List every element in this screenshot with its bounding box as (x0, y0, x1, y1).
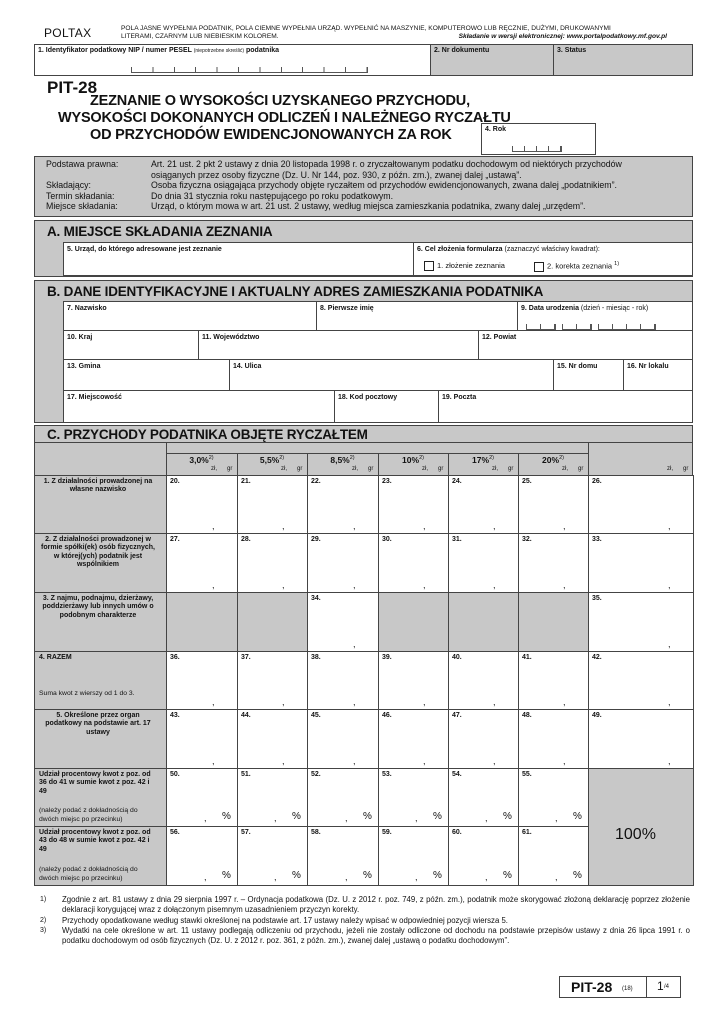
legal-label-3: Termin składania: (46, 190, 115, 201)
form-code: PIT-28 (47, 78, 98, 97)
amount-cell[interactable] (237, 826, 308, 886)
decimal-comma: , (563, 521, 566, 531)
option-korekta[interactable] (534, 261, 619, 272)
postcode-field[interactable] (334, 390, 439, 423)
amount-cell[interactable] (378, 651, 449, 710)
decimal-comma: , (282, 756, 285, 766)
cell-number: 61. (522, 829, 532, 836)
title-line2: WYSOKOŚCI DOKONANYCH ODLICZEŃ I NALEŻNEGO RYCZAŁTU (58, 110, 511, 126)
amount-cell[interactable] (237, 709, 308, 769)
surname-label: 7. Nazwisko (67, 305, 107, 312)
percent-sign: % (222, 870, 231, 881)
nip-comb (131, 67, 368, 73)
cell-number: 44. (241, 712, 251, 719)
empty-cell (166, 592, 238, 652)
rate-footnote-ref: 2) (349, 455, 355, 462)
apartment-no-field[interactable] (623, 359, 693, 391)
checkbox-korekta[interactable] (534, 262, 544, 272)
cell-number: 56. (170, 829, 180, 836)
cell-number: 37. (241, 654, 251, 661)
footer-form-code: PIT-28 (571, 979, 613, 995)
decimal-comma: , (423, 580, 426, 590)
empty-cell (378, 592, 449, 652)
header-col-line (588, 442, 589, 475)
amount-cell[interactable] (307, 475, 379, 534)
instruction-line2: LITERAMI, CZARNYM LUB NIEBIESKIM KOLOREM. (121, 33, 279, 40)
birthdate-field[interactable] (517, 301, 693, 331)
gr-unit: gr (438, 466, 444, 472)
surname-field[interactable] (63, 301, 317, 331)
city-field[interactable] (63, 390, 335, 423)
footnote (40, 926, 690, 946)
row-sublabel: (należy podać z dokładnością do dwóch miejsc po przecinku) (39, 866, 138, 882)
cell-number: 30. (382, 536, 392, 543)
nip-label-note: (niepotrzebne skreślić) (193, 48, 245, 54)
zl-unit: zł, (667, 466, 673, 472)
amount-cell[interactable] (518, 826, 589, 886)
city-label: 17. Miejscowość (67, 394, 122, 401)
zl-unit: zł, (562, 466, 568, 472)
county-label: 12. Powiat (482, 334, 517, 341)
rate-label (518, 455, 588, 465)
firstname-field[interactable] (316, 301, 518, 331)
amount-cell[interactable] (518, 651, 589, 710)
house-no-field[interactable] (553, 359, 624, 391)
poltax-logo: POLTAX (44, 26, 92, 40)
legal-texts (151, 159, 622, 212)
rate-value: 3,0% (189, 455, 209, 465)
cell-number: 52. (311, 771, 321, 778)
status-field (553, 44, 693, 76)
cell-number: 57. (241, 829, 251, 836)
option-korekta-sup: 1) (614, 261, 620, 267)
section-a-title: A. MIEJSCE SKŁADANIA ZEZNANIA (47, 224, 273, 239)
rate-label (166, 455, 237, 465)
row-label-cell (34, 533, 167, 593)
row-label: 3. Z najmu, podnajmu, dzierżawy, poddzierżawy lub innych umów o podobnym charakterze (42, 595, 154, 619)
cell-number: 58. (311, 829, 321, 836)
street-field[interactable] (229, 359, 554, 391)
legal-labels (46, 159, 118, 212)
decimal-comma: , (353, 580, 356, 590)
decimal-comma: , (423, 697, 426, 707)
option-zlozenie[interactable] (424, 261, 505, 271)
decimal-comma: , (423, 756, 426, 766)
year-comb (512, 146, 562, 152)
legal-text-4: Urząd, o którym mowa w art. 21 ust. 2 ustawy, według miejsca zamieszkania podatnika, zwany dalej „urzędem”. (151, 201, 586, 212)
decimal-comma: , (485, 872, 488, 882)
rate-label (378, 455, 448, 465)
purpose-label: 6. Cel złożenia formularza (417, 246, 503, 253)
amount-cell[interactable] (307, 709, 379, 769)
percent-sign: % (222, 811, 231, 822)
voivodeship-label: 11. Województwo (202, 334, 260, 341)
header-divider (166, 453, 588, 454)
amount-cell[interactable] (166, 533, 238, 593)
office-field[interactable] (63, 242, 414, 276)
post-office-label: 19. Poczta (442, 394, 477, 401)
amount-cell[interactable] (237, 651, 308, 710)
row-label-cell (34, 709, 167, 769)
cell-number: 25. (522, 478, 532, 485)
amount-cell[interactable] (378, 475, 449, 534)
footnote-number: 2) (40, 916, 47, 924)
option-zlozenie-label: 1. złożenie zeznania (437, 261, 505, 270)
cell-number: 26. (592, 478, 602, 485)
decimal-comma: , (212, 580, 215, 590)
amount-cell[interactable] (307, 533, 379, 593)
legal-text-3: Do dnia 31 stycznia roku następującego po roku podatkowym. (151, 190, 394, 201)
county-field[interactable] (478, 330, 693, 360)
decimal-comma: , (353, 521, 356, 531)
rate-footnote-ref: 2) (559, 455, 564, 462)
empty-cell (448, 592, 519, 652)
footnote (40, 895, 690, 915)
zl-unit: zł, (422, 466, 428, 472)
country-field[interactable] (63, 330, 199, 360)
rate-value: 10% (402, 455, 420, 465)
cell-number: 49. (592, 712, 602, 719)
footnote-text: Przychody opodatkowane według stawki określonej na podstawie art. 17 ustawy należy wpisać w odpowiedniej pozycji wiersza 5. (62, 915, 508, 925)
amount-cell[interactable] (307, 826, 379, 886)
cell-number: 39. (382, 654, 392, 661)
amount-cell[interactable] (518, 709, 589, 769)
cell-number: 36. (170, 654, 180, 661)
gr-unit: gr (297, 466, 303, 472)
percent-sign: % (433, 870, 442, 881)
cell-number: 59. (382, 829, 392, 836)
row-label: Udział procentowy kwot z poz. od 36 do 41 w sumie kwot z poz. 42 i 49 (39, 771, 151, 795)
decimal-comma: , (345, 872, 348, 882)
cell-number: 46. (382, 712, 392, 719)
percent-sign: % (433, 811, 442, 822)
decimal-comma: , (274, 813, 277, 823)
decimal-comma: , (563, 756, 566, 766)
amount-cell[interactable] (588, 592, 694, 652)
title-line3: OD PRZYCHODÓW EWIDENCJONOWANYCH ZA ROK (90, 127, 452, 143)
rate-footnote-ref: 2) (279, 455, 285, 462)
empty-cell (518, 592, 589, 652)
decimal-comma: , (423, 521, 426, 531)
percent-sign: % (503, 870, 512, 881)
amount-cell[interactable] (307, 768, 379, 827)
percent-sign: % (292, 870, 301, 881)
gr-unit: gr (578, 466, 584, 472)
amount-cell[interactable] (588, 475, 694, 534)
zl-unit: zł, (281, 466, 287, 472)
footnote-text: Zgodnie z art. 81 ustawy z dnia 29 sierpnia 1997 r. – Ordynacja podatkowa (Dz. U. z 2012 r. poz. 749, z późn. zm.), podatnik może skorygować złożoną deklarację poprzez złożenie deklaracji korygującej wraz z dołączonym pisemnym uzasadnieniem przyczyn korekty. (62, 895, 690, 914)
decimal-comma: , (282, 521, 285, 531)
nip-label-suffix: podatnika (246, 47, 280, 54)
rate-value: 8,5% (330, 455, 350, 465)
decimal-comma: , (212, 697, 215, 707)
footer-page-box (646, 976, 681, 998)
percent-sign: % (573, 811, 582, 822)
decimal-comma: , (204, 872, 207, 882)
row-label: 1. Z działalności prowadzonej na własne nazwisko (43, 478, 153, 494)
cell-number: 20. (170, 478, 180, 485)
rate-footnote-ref: 2) (489, 455, 494, 462)
row-label-cell (34, 592, 167, 652)
section-c-title: C. PRZYCHODY PODATNIKA OBJĘTE RYCZAŁTEM (47, 427, 368, 442)
voivodeship-field[interactable] (198, 330, 479, 360)
rate-value: 20% (542, 455, 560, 465)
decimal-comma: , (563, 697, 566, 707)
amount-cell[interactable] (166, 768, 238, 827)
gr-unit: gr (368, 466, 374, 472)
cell-number: 42. (592, 654, 602, 661)
row-sublabel: Suma kwot z wierszy od 1 do 3. (39, 690, 135, 697)
electronic-note: Składanie w wersji elektronicznej: www.portalpodatkowy.mf.gov.pl (458, 33, 667, 40)
footnote (40, 916, 690, 926)
decimal-comma: , (282, 697, 285, 707)
amount-cell[interactable] (378, 709, 449, 769)
cell-number: 31. (452, 536, 462, 543)
cell-number: 41. (522, 654, 532, 661)
row-sublabel: (należy podać z dokładnością do dwóch miejsc po przecinku) (39, 807, 138, 823)
doc-number-label: 2. Nr dokumentu (434, 47, 490, 54)
footer-form-code-box (559, 976, 647, 998)
cell-number: 35. (592, 595, 602, 602)
cell-number: 28. (241, 536, 251, 543)
footnote-number: 3) (40, 927, 47, 935)
rate-value: 5,5% (259, 455, 280, 465)
cell-number: 54. (452, 771, 462, 778)
cell-number: 23. (382, 478, 392, 485)
form-title (50, 93, 540, 144)
decimal-comma: , (493, 697, 496, 707)
amount-cell[interactable] (166, 709, 238, 769)
decimal-comma: , (555, 872, 558, 882)
amount-cell[interactable] (448, 533, 519, 593)
cell-number: 38. (311, 654, 321, 661)
decimal-comma: , (668, 756, 671, 766)
decimal-comma: , (485, 813, 488, 823)
amount-cell[interactable] (307, 592, 379, 652)
post-office-field[interactable] (438, 390, 693, 423)
row-label: 2. Z działalności prowadzonej w formie spółki(ek) osób fizycznych, w której(ych) podatnik jest wspólnikiem (41, 536, 155, 569)
gr-unit: gr (508, 466, 514, 472)
cell-number: 60. (452, 829, 462, 836)
decimal-comma: , (353, 697, 356, 707)
decimal-comma: , (555, 813, 558, 823)
decimal-comma: , (353, 639, 356, 649)
cell-number: 21. (241, 478, 251, 485)
legal-label-1 (46, 170, 118, 181)
legal-label-2: Składający: (46, 180, 91, 191)
option-korekta-label: 2. korekta zeznania (547, 261, 613, 271)
decimal-comma: , (563, 580, 566, 590)
cell-number: 40. (452, 654, 462, 661)
municipality-label: 13. Gmina (67, 363, 101, 370)
amount-cell[interactable] (237, 768, 308, 827)
office-label: 5. Urząd, do którego adresowane jest zeznanie (67, 246, 222, 253)
year-field[interactable] (481, 123, 596, 155)
percent-sign: % (363, 870, 372, 881)
house-no-label: 15. Nr domu (557, 363, 598, 370)
checkbox-zlozenie[interactable] (424, 261, 434, 271)
row-label-cell (34, 826, 167, 886)
percent-sign: % (363, 811, 372, 822)
cell-number: 43. (170, 712, 180, 719)
amount-cell[interactable] (448, 826, 519, 886)
title-line1: ZEZNANIE O WYSOKOŚCI UZYSKANEGO PRZYCHODU, (90, 93, 470, 109)
nip-field[interactable] (34, 44, 431, 76)
nip-label: 1. Identyfikator podatkowy NIP / numer PESEL (38, 47, 192, 54)
amount-cell[interactable] (166, 475, 238, 534)
zl-unit: zł, (352, 466, 358, 472)
year-label: 4. Rok (485, 126, 507, 133)
country-label: 10. Kraj (67, 334, 93, 341)
footer-page: 1 (657, 979, 664, 993)
status-label: 3. Status (557, 47, 587, 54)
row-label: Udział procentowy kwot z poz. od 43 do 48 w sumie kwot z poz. 42 i 49 (39, 829, 151, 853)
percent-sign: % (573, 870, 582, 881)
decimal-comma: , (282, 580, 285, 590)
birthdate-label: 9. Data urodzenia (521, 305, 579, 312)
footnote-text: Wydatki na cele określone w art. 11 ustawy podlegają odliczeniu od przychodu, jeżeli nie zostały odliczone od dochodu na podstawie przepisów ustawy z dnia 26 lipca 1991 r. o podatku dochodowym od osób fizycznych (Dz. U. z 2012 r. poz. 361, z późn. zm.), zwanej dalej „ustawą o podatku dochodowym”. (62, 926, 690, 946)
purpose-field (413, 242, 693, 276)
rate-footnote-ref: 2) (419, 455, 424, 462)
rate-label (448, 455, 518, 465)
amount-cell[interactable] (166, 651, 238, 710)
amount-cell[interactable] (378, 533, 449, 593)
amount-cell[interactable] (237, 533, 308, 593)
street-label: 14. Ulica (233, 363, 262, 370)
rate-footnote-ref: 2) (208, 455, 214, 462)
amount-cell[interactable] (588, 651, 694, 710)
cell-number: 32. (522, 536, 532, 543)
percent-sign: % (503, 811, 512, 822)
gr-unit: gr (683, 466, 689, 472)
legal-text-0: Art. 21 ust. 2 pkt 2 ustawy z dnia 20 listopada 1998 r. o zryczałtowanym podatku dochodowym od niektórych przychodów (151, 159, 622, 169)
firstname-label: 8. Pierwsze imię (320, 305, 374, 312)
section-b-title: B. DANE IDENTYFIKACYJNE I AKTUALNY ADRES ZAMIESZKANIA PODATNIKA (47, 284, 544, 299)
decimal-comma: , (212, 521, 215, 531)
row-label-cell (34, 651, 167, 710)
footer-page-total: /4 (664, 984, 670, 990)
amount-cell[interactable] (448, 768, 519, 827)
cell-number: 34. (311, 595, 321, 602)
instruction-line1: POLA JASNE WYPEŁNIA PODATNIK, POLA CIEMNE WYPEŁNIA URZĄD. WYPEŁNIĆ NA MASZYNIE, KOMPUTEROWO LUB RĘCZNIE, DUŻYMI, DRUKOWANYMI (121, 25, 611, 32)
amount-cell[interactable] (378, 768, 449, 827)
instruction-text (121, 25, 681, 41)
percent-sign: % (292, 811, 301, 822)
cell-number: 24. (452, 478, 462, 485)
decimal-comma: , (415, 813, 418, 823)
cell-number: 29. (311, 536, 321, 543)
amount-cell[interactable] (588, 709, 694, 769)
cell-number: 47. (452, 712, 462, 719)
amount-cell[interactable] (448, 709, 519, 769)
amount-cell[interactable] (448, 651, 519, 710)
decimal-comma: , (204, 813, 207, 823)
decimal-comma: , (345, 813, 348, 823)
rate-label (307, 455, 378, 465)
cell-number: 55. (522, 771, 532, 778)
birthdate-hint: (dzień - miesiąc - rok) (580, 305, 649, 312)
cell-number: 33. (592, 536, 602, 543)
cell-number: 50. (170, 771, 180, 778)
rate-label (237, 455, 307, 465)
row-label-cell (34, 768, 167, 827)
decimal-comma: , (668, 580, 671, 590)
postcode-label: 18. Kod pocztowy (338, 394, 398, 401)
decimal-comma: , (212, 756, 215, 766)
footnote-number: 1) (40, 896, 47, 903)
decimal-comma: , (415, 872, 418, 882)
cell-number: 27. (170, 536, 180, 543)
row-label: 5. Określone przez organ podatkowy na podstawie art. 17 ustawy (45, 712, 151, 736)
row-label: 4. RAZEM (39, 654, 72, 661)
purpose-hint: (zaznaczyć właściwy kwadrat): (504, 246, 600, 253)
row-label-cell (34, 475, 167, 534)
amount-cell[interactable] (448, 475, 519, 534)
doc-number-field (430, 44, 554, 76)
amount-cell[interactable] (518, 475, 589, 534)
decimal-comma: , (668, 639, 671, 649)
zl-unit: zł, (211, 466, 217, 472)
decimal-comma: , (493, 521, 496, 531)
amount-cell[interactable] (588, 533, 694, 593)
cell-number: 22. (311, 478, 321, 485)
cell-number: 48. (522, 712, 532, 719)
decimal-comma: , (668, 521, 671, 531)
amount-cell[interactable] (378, 826, 449, 886)
amount-cell[interactable] (307, 651, 379, 710)
legal-text-2: Osoba fizyczna osiągająca przychody objęte ryczałtem od przychodów ewidencjonowanych, zwana dalej „podatnikiem”. (151, 180, 617, 191)
amount-cell[interactable] (166, 826, 238, 886)
zl-unit: zł, (492, 466, 498, 472)
amount-cell[interactable] (237, 475, 308, 534)
legal-label-4: Miejsce składania: (46, 201, 118, 212)
municipality-field[interactable] (63, 359, 230, 391)
gr-unit: gr (227, 466, 233, 472)
cell-number: 53. (382, 771, 392, 778)
cell-number: 51. (241, 771, 251, 778)
legal-label-0: Podstawa prawna: (46, 159, 119, 169)
rate-value: 17% (472, 455, 490, 465)
footer-version: (18) (622, 986, 633, 992)
decimal-comma: , (353, 756, 356, 766)
decimal-comma: , (493, 756, 496, 766)
total-percent: 100% (615, 826, 656, 843)
decimal-comma: , (668, 697, 671, 707)
decimal-comma: , (493, 580, 496, 590)
footnotes (40, 895, 690, 947)
legal-text-1: osiąganych przez osoby fizyczne (Dz. U. Nr 144, poz. 930, z późn. zm.), zwanej dalej „ustawą”. (151, 169, 522, 180)
amount-cell[interactable] (518, 533, 589, 593)
apartment-no-label: 16. Nr lokalu (627, 363, 669, 370)
empty-cell (237, 592, 308, 652)
decimal-comma: , (274, 872, 277, 882)
amount-cell[interactable] (518, 768, 589, 827)
cell-number: 45. (311, 712, 321, 719)
